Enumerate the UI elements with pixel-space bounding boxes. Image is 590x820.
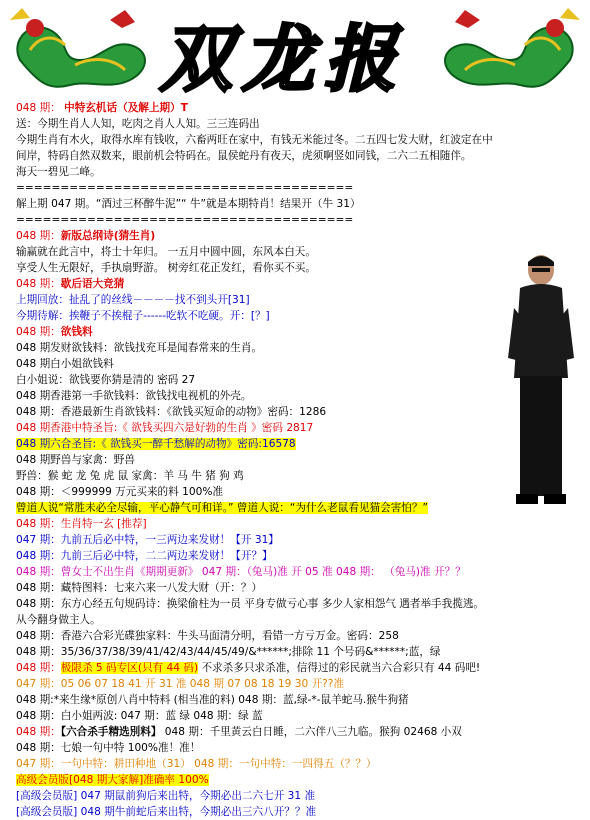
- text-line: [16, 276, 586, 292]
- text-line: [16, 772, 586, 788]
- text-segment: 048 期：曾女士不出生肖《期期更新》 047 期：（兔马)准 开 05 准 048 期： （兔马)准 开？？: [16, 566, 466, 578]
- text-segment: 输赢就在此言中，将士十年归。 一五月中圆中圆，东风本白天。: [16, 246, 316, 258]
- text-segment: 048 期香港中特圣旨:《 欲钱买四六是好勃的生肖 》密码 2817: [16, 422, 314, 434]
- content-area: [16, 100, 586, 820]
- text-line: [16, 228, 586, 244]
- text-segment: 白小姐说：欲钱要你猜是清的 密码 27: [16, 374, 196, 386]
- text-segment: 048 期六合圣旨:《 欲钱买一醉千愁解的动物》密码:16578: [16, 438, 296, 450]
- text-segment: 上期回放：扯乱了的丝线－－－－找不到头开[31]: [16, 294, 250, 306]
- text-line: [16, 308, 586, 324]
- text-segment: 048 期：白小姐两波: 047 期：蓝 绿 048 期：绿 蓝: [16, 710, 263, 722]
- text-line: [16, 708, 586, 724]
- text-line: [16, 468, 586, 484]
- text-line: [16, 388, 586, 404]
- text-segment: 048 期：35/36/37/38/39/41/42/43/44/45/49/&******;排除 11 个号码&******;蓝，绿: [16, 646, 441, 658]
- text-segment: 048 期:*来生缘*原创八肖中特料 (相当准的料) 048 期：蓝,绿-*-鼠羊蛇马.猴牛狗猪: [16, 694, 409, 706]
- text-line: [16, 644, 586, 660]
- text-line: [16, 484, 586, 500]
- text-line: [16, 660, 586, 676]
- text-segment: 新版总纲诗(猜生肖): [60, 230, 156, 242]
- text-segment: 048 期：: [16, 326, 61, 338]
- text-line: [16, 180, 586, 196]
- text-segment: 送：今期生肖人人知，吃肉之肖人人知。三三连码出: [16, 118, 260, 130]
- text-segment: 047 期：九前五后必中特，一三两边来发财！【开 31】: [16, 534, 279, 546]
- text-line: [16, 740, 586, 756]
- text-line: [16, 532, 586, 548]
- text-line: [16, 212, 586, 228]
- text-segment: 曾道人说“常胜未必全尽输，平心静气可和详。” 曾道人说：“为什么老鼠看见猫会害怕？”: [16, 502, 428, 514]
- text-segment: 048 期：千里黄云白日睡，二六伴八三九临。猴狗 02468 小双: [161, 726, 462, 738]
- text-segment: 048 期香港第一手欲钱料：欲钱找电视机的外壳。: [16, 390, 252, 402]
- text-line: [16, 292, 586, 308]
- text-line: [16, 100, 586, 116]
- text-segment: 极限杀 5 码专区(只有 44 码): [60, 662, 199, 674]
- text-line: [16, 564, 586, 580]
- text-segment: 048 期：东方心经五句规码诗：换梁偷柱为一员 平身专做亏心事 多少人家相怨气 遇者举手我揽逃。: [16, 598, 485, 610]
- text-segment: 解上期 047 期。“酒过三杯醉牛泥”“ 牛”就是本期特肖！结果开（牛 31）: [16, 198, 361, 210]
- banner: [0, 0, 590, 100]
- text-segment: 047 期：一句中特：耕田种地（31） 048 期：一句中特：一四得五（？？）: [16, 758, 377, 770]
- text-line: [16, 804, 586, 820]
- text-line: [16, 596, 586, 612]
- text-line: [16, 724, 586, 740]
- text-line: [16, 756, 586, 772]
- text-segment: 【六合杀手精选別料】: [60, 726, 162, 738]
- text-segment: 048 期：九前三后必中特，二二两边来发财！【开？】: [16, 550, 273, 562]
- text-line: [16, 420, 586, 436]
- text-line: [16, 516, 586, 532]
- text-segment: 048 期：七娘一句中特 100%准！准！: [16, 742, 201, 754]
- text-line: [16, 404, 586, 420]
- text-segment: 048 期：生肖特一玄: [16, 518, 114, 530]
- text-segment: 048 期发财欲钱料：欲钱找充耳是闻春常来的生肖。: [16, 342, 263, 354]
- text-segment: 048 期：: [16, 102, 61, 114]
- left-dragon-icon: [10, 8, 145, 87]
- text-line: [16, 340, 586, 356]
- text-line: [16, 356, 586, 372]
- text-segment: 歇后语大竞猜: [60, 278, 125, 290]
- text-segment: 047 期：05 06 07 18 41 开 31 准 048 期 07 08 18 19 30 开??准: [16, 678, 345, 690]
- text-segment: 中特玄机话（及解上期）T: [64, 102, 188, 114]
- text-segment: 今期待解：挨鞭子不挨棍子------吃软不吃硬。开：: [16, 310, 251, 322]
- text-segment: [？]: [250, 310, 270, 322]
- text-segment: 048 期：: [16, 278, 61, 290]
- text-segment: 欲钱料: [60, 326, 93, 338]
- text-line: [16, 372, 586, 388]
- text-segment: 048 期野兽与家禽：野兽: [16, 454, 135, 466]
- text-segment: 不求杀多只求杀准，信得过的彩民就当六合彩只有 44 码吧!: [198, 662, 481, 674]
- text-line: [16, 548, 586, 564]
- text-line: [16, 452, 586, 468]
- text-line: [16, 676, 586, 692]
- text-segment: 048 期：: [16, 230, 61, 242]
- text-line: [16, 692, 586, 708]
- text-line: [16, 260, 586, 276]
- text-segment: 享受人生无限好，手执扇野游。 树旁红花正发红，看你买不买。: [16, 262, 316, 274]
- page-title: 双龙报: [160, 16, 407, 101]
- text-segment: ======================================: [16, 182, 354, 194]
- text-line: [16, 580, 586, 596]
- text-line: [16, 164, 586, 180]
- text-segment: 间岸，特码自然双数来，眼前机会特码在。鼠侯蛇丹有夜天，虎须啊竖如同钱，二六二五相随伴。: [16, 150, 472, 162]
- text-segment: [高级会员版] 047 期鼠前狗后来出特，今期必出二六七开 31 准: [16, 790, 316, 802]
- text-line: [16, 788, 586, 804]
- text-segment: 野兽：猴 蛇 龙 兔 虎 鼠 家禽：羊 马 牛 猪 狗 鸡: [16, 470, 244, 482]
- text-segment: [推荐]: [113, 518, 147, 530]
- text-line: [16, 436, 586, 452]
- text-segment: 048 期：: [16, 662, 61, 674]
- text-line: [16, 148, 586, 164]
- text-segment: ======================================: [16, 214, 354, 226]
- text-segment: 048 期：: [16, 726, 61, 738]
- text-line: [16, 244, 586, 260]
- text-segment: 048 期：香港六合彩光碟独家料：牛头马面清分明，看错一方亏万金。密码：258: [16, 630, 399, 642]
- text-line: [16, 196, 586, 212]
- text-segment: [高级会员版] 048 期牛前蛇后来出特，今期必出三六八开？？准: [16, 806, 317, 818]
- text-line: [16, 132, 586, 148]
- text-line: [16, 116, 586, 132]
- text-segment: 048 期：香港最新生肖欲钱料：《欲钱买短命的动物》密码：1286: [16, 406, 327, 418]
- text-line: [16, 612, 586, 628]
- text-line: [16, 628, 586, 644]
- text-segment: 048 期白小姐欲钱料: [16, 358, 114, 370]
- text-segment: 048 期：藏特图料：七来六来一八发大财（开：？）: [16, 582, 263, 594]
- text-segment: 高级会员版[048 期大家解]准确率 100%: [16, 774, 209, 786]
- text-segment: 从今翻身做主人。: [16, 614, 101, 626]
- text-segment: 海天一碧见二峰。: [16, 166, 101, 178]
- text-segment: 今期生肖有木火，取得水库有钱收，六畜两旺在家中，有钱无米能过冬。二五四七发大财，红波定在中: [16, 134, 493, 146]
- text-segment: 048 期：＜999999 万元买来的料 100%准: [16, 486, 223, 498]
- text-line: [16, 324, 586, 340]
- right-dragon-icon: [445, 8, 580, 87]
- text-line: [16, 500, 586, 516]
